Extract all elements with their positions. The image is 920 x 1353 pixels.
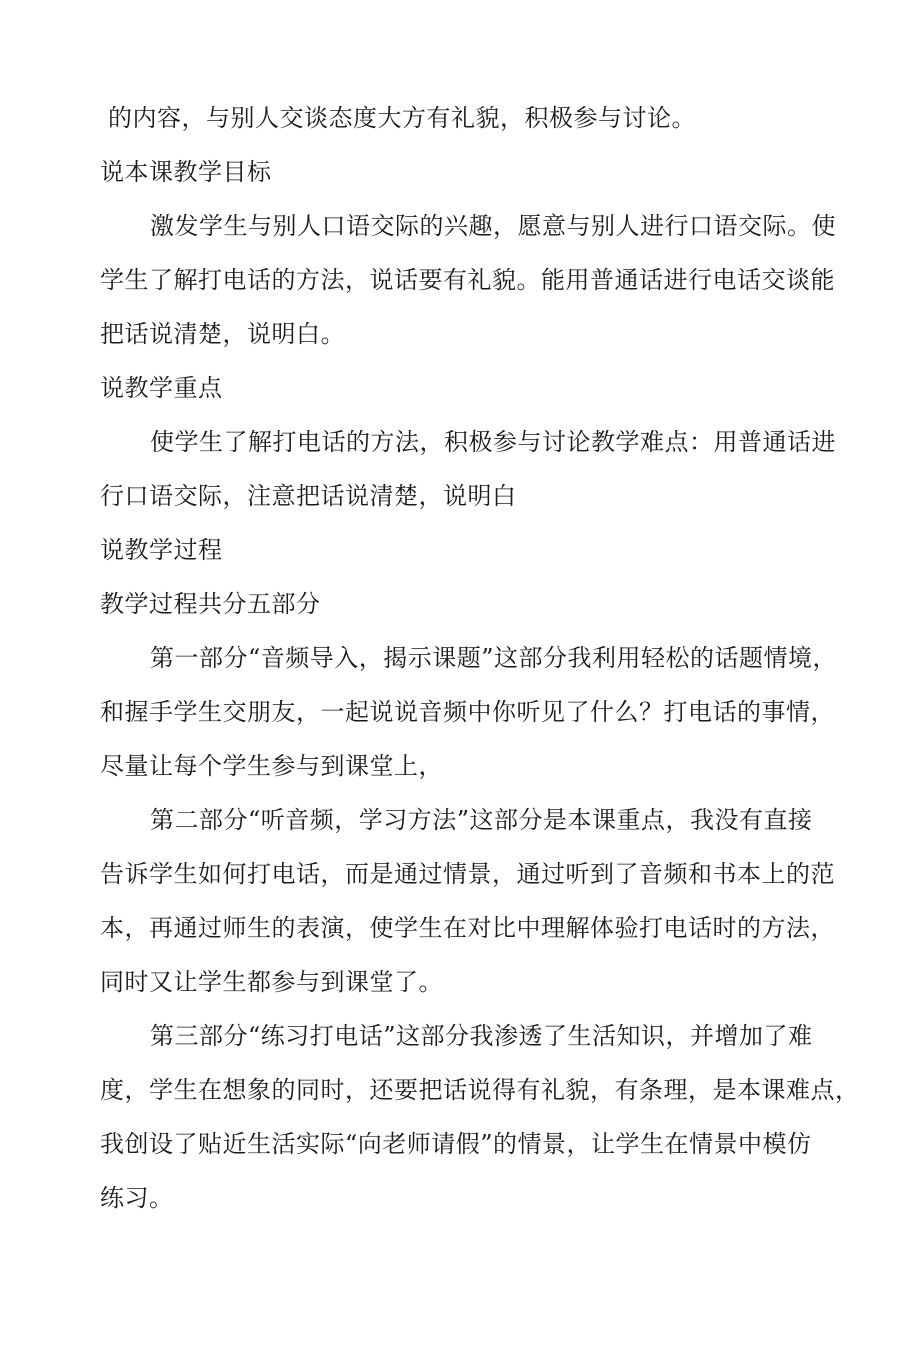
heading-teaching-goals: 说本课教学目标 (100, 158, 272, 186)
part3-line-1: 第三部分“练习打电话”这部分我渗透了生活知识，并增加了难 (150, 1022, 813, 1050)
goals-line-3: 把话说清楚，说明白。 (100, 320, 345, 348)
part1-line-1: 第一部分“音频导入，揭示课题”这部分我利用轻松的话题情境， (150, 644, 838, 672)
heading-teaching-process: 说教学过程 (100, 536, 223, 564)
part1-line-2: 和握手学生交朋友，一起说说音频中你听见了什么？打电话的事情， (100, 698, 835, 726)
heading-key-points: 说教学重点 (100, 374, 223, 402)
part1-line-3: 尽量让每个学生参与到课堂上， (100, 752, 443, 780)
part3-line-3: 我创设了贴近生活实际“向老师请假”的情景，让学生在情景中模仿 (100, 1130, 812, 1158)
process-intro: 教学过程共分五部分 (100, 590, 321, 618)
key-points-line-2: 行口语交际，注意把话说清楚，说明白 (100, 482, 517, 510)
part2-line-3: 本，再通过师生的表演，使学生在对比中理解体验打电话时的方法， (100, 914, 835, 942)
part2-line-1: 第二部分“听音频，学习方法”这部分是本课重点，我没有直接 (150, 806, 813, 834)
goals-line-2: 学生了解打电话的方法，说话要有礼貌。能用普通话进行电话交谈能 (100, 266, 835, 294)
part2-line-4: 同时又让学生都参与到课堂了。 (100, 968, 443, 996)
part3-line-2: 度，学生在想象的同时，还要把话说得有礼貌，有条理，是本课难点， (100, 1076, 860, 1104)
paragraph-continuation: 的内容，与别人交谈态度大方有礼貌，积极参与讨论。 (108, 104, 696, 132)
part3-line-4: 练习。 (100, 1184, 174, 1212)
part2-line-2: 告诉学生如何打电话，而是通过情景，通过听到了音频和书本上的范 (100, 860, 835, 888)
key-points-line-1: 使学生了解打电话的方法，积极参与讨论教学难点：用普通话进 (150, 428, 836, 456)
goals-line-1: 激发学生与别人口语交际的兴趣，愿意与别人进行口语交际。使 (150, 212, 836, 240)
